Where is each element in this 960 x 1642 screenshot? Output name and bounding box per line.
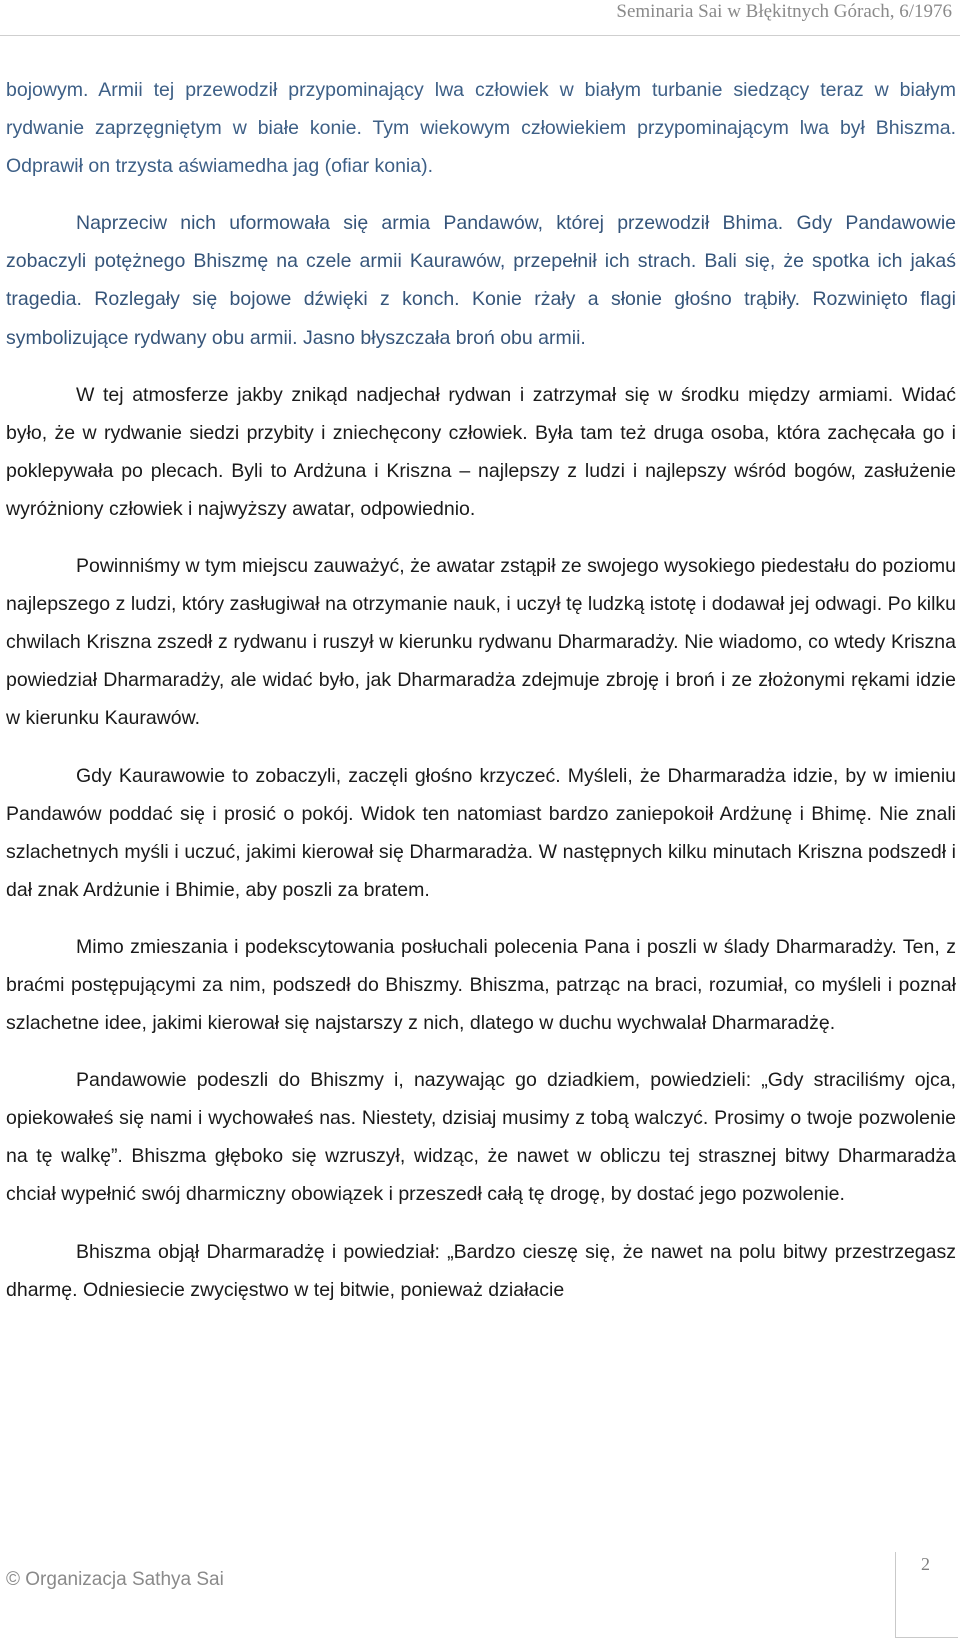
paragraph-6: Mimo zmieszania i podekscytowania posłuchali polecenia Pana i poszli w ślady Dharmaradży. Ten, z braćmi postępującymi za nim, podszedł do Bhiszmy. Bhiszma, patrząc na braci, rozumiał, co myśleli i poznał szlachetne idee, jakimi kierował się najstarszy z nich, dlatego w duchu wychwalał Dharmaradżę. <box>6 935 956 1035</box>
header-title: Seminaria Sai w Błękitnych Górach, 6/1976 <box>616 1 952 22</box>
header-divider <box>0 35 960 36</box>
paragraph-5: Gdy Kaurawowie to zobaczyli, zaczęli głośno krzyczeć. Myśleli, że Dharmaradża idzie, by w imieniu Pandawów poddać się i prosić o pokój. Widok ten natomiast bardzo zaniepokoił Ardżunę i Bhimę. Nie znali szlachetnych myśli i uczuć, jakimi kierował się Dharmaradża. W następnych kilku minutach Kriszna podszedł i dał znak Ardżunie i Bhimie, aby poszli za bratem. <box>6 764 956 901</box>
page-header <box>0 0 960 50</box>
paragraph-2: Naprzeciw nich uformowała się armia Pandawów, której przewodził Bhima. Gdy Pandawowie zobaczyli potężnego Bhiszmę na czele armii Kaurawów, przepełnił ich strach. Bali się, że spotka ich jakaś tragedia. Rozlegały się bojowe dźwięki z konch. Konie rżały a słonie głośno trąbiły. Rozwinięto flagi symbolizujące rydwany obu armii. Jasno błyszczała broń obu armii. <box>6 212 956 349</box>
copyright-notice: © Organizacja Sathya Sai <box>6 1569 224 1590</box>
paragraph-7: Pandawowie podeszli do Bhiszmy i, nazywając go dziadkiem, powiedzieli: „Gdy straciliśmy ojca, opiekowałeś się nami i wychowałeś nas. Niestety, dzisiaj musimy z tobą walczyć. Prosimy o twoje pozwolenie na tę walkę”. Bhiszma głęboko się wzruszył, widząc, że nawet w obliczu tej strasznej bitwy Dharmaradża chciał wypełnić swój dharmiczny obowiązek i przeszedł całą tę drogę, by dostać jego pozwolenie. <box>6 1069 956 1206</box>
page-number-box <box>895 1552 958 1638</box>
paragraph-3: W tej atmosferze jakby znikąd nadjechał rydwan i zatrzymał się w środku między armiami. Widać było, że w rydwanie siedzi przybity i zniechęcony człowiek. Była tam też druga osoba, która zachęcała go i poklepywała po plecach. Byli to Ardżuna i Kriszna – najlepszy z ludzi i najlepszy wśród bogów, zasłużenie wyróżniony człowiek i najwyższy awatar, odpowiednio. <box>6 383 956 520</box>
paragraph-4: Powinniśmy w tym miejscu zauważyć, że awatar zstąpił ze swojego wysokiego piedestału do poziomu najlepszego z ludzi, który zasługiwał na otrzymanie nauk, i uczył tę ludzką istotę i dodawał jej odwagi. Po kilku chwilach Kriszna zszedł z rydwanu i ruszył w kierunku rydwanu Dharmaradży. Nie wiadomo, co wtedy Kriszna powiedział Dharmaradży, ale widać było, jak Dharmaradża zdejmuje zbroję i broń i ze złożonymi rękami idzie w kierunku Kaurawów. <box>6 555 956 730</box>
page-number: 2 <box>921 1554 930 1574</box>
paragraph-8: Bhiszma objął Dharmaradżę i powiedział: „Bardzo cieszę się, że nawet na polu bitwy przestrzegasz dharmę. Odniesiecie zwycięstwo w tej bitwie, ponieważ działacie <box>6 1240 956 1301</box>
paragraph-1: bojowym. Armii tej przewodził przypominający lwa człowiek w białym turbanie siedzący teraz w białym rydwanie zaprzęgniętym w białe konie. Tym wiekowym człowiekiem przypominającym lwa był Bhiszma. Odprawił on trzysta aświamedha jag (ofiar konia). <box>6 79 956 178</box>
page-footer <box>0 1545 960 1642</box>
document-body <box>6 71 956 1328</box>
